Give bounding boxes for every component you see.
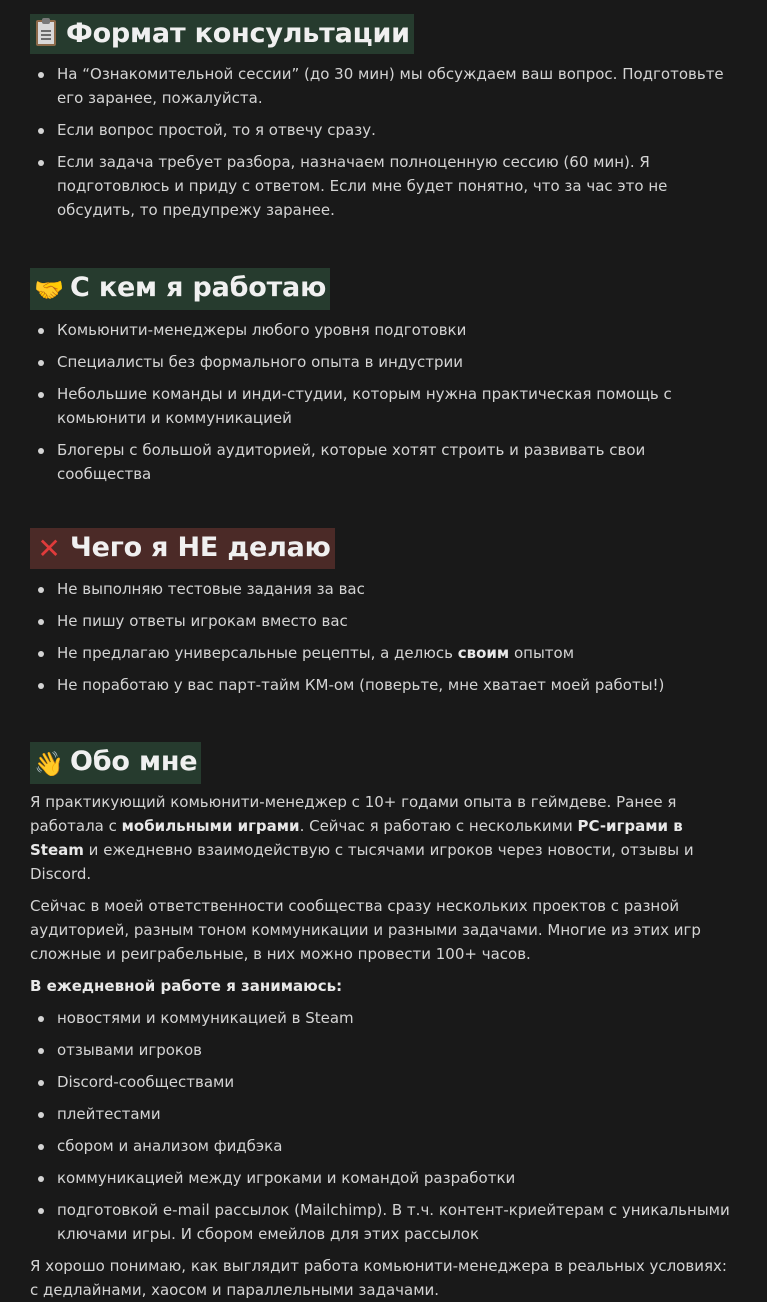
list-item: Небольшие команды и инди-студии, которым нужна практическая помощь с комьюнити и коммуникацией (57, 382, 737, 430)
who-list (30, 318, 737, 486)
daily-heading-text: В ежедневной работе я занимаюсь: (30, 977, 343, 995)
not-do-section (30, 528, 737, 697)
format-title: Формат консультации (66, 18, 410, 49)
text: и ежедневно взаимодействую с тысячами игроков через новости, отзывы и Discord. (30, 841, 694, 883)
list-item: отзывами игроков (57, 1038, 737, 1062)
emphasis: мобильными играми (121, 817, 300, 835)
who-heading (30, 268, 330, 310)
who-title: С кем я работаю (70, 272, 327, 303)
list-item: сбором и анализом фидбэка (57, 1134, 737, 1158)
list-item: Discord-сообществами (57, 1070, 737, 1094)
waving-hand-icon: 👋 (34, 750, 64, 778)
list-item: Если вопрос простой, то я отвечу сразу. (57, 118, 737, 142)
item-text: Не предлагаю универсальные рецепты, а делюсь (57, 644, 458, 662)
clipboard-icon (36, 20, 56, 46)
list-item: Комьюнити-менеджеры любого уровня подготовки (57, 318, 737, 342)
list-item: коммуникацией между игроками и командой разработки (57, 1166, 737, 1190)
not-do-list (30, 577, 737, 697)
list-item: Если задача требует разбора, назначаем полноценную сессию (60 мин). Я подготовлюсь и приду с ответом. Если мне будет понятно, что за час это не обсудить, то предупрежу заранее. (57, 150, 737, 222)
not-do-heading (30, 528, 335, 569)
format-heading (30, 14, 414, 54)
item-text: опытом (509, 644, 575, 662)
format-section (30, 14, 737, 222)
handshake-icon: 🤝 (34, 276, 64, 304)
text: . Сейчас я работаю с несколькими (299, 817, 578, 835)
not-do-title: Чего я НЕ делаю (70, 532, 331, 563)
list-item: Специалисты без формального опыта в индустрии (57, 350, 737, 374)
list-item: Не поработаю у вас парт-тайм КМ-ом (поверьте, мне хватает моей работы!) (57, 673, 737, 697)
about-paragraph-1 (30, 790, 737, 886)
who-section (30, 268, 737, 486)
closing-paragraph: Я хорошо понимаю, как выглядит работа комьюнити-менеджера в реальных условиях: с дедлайнами, хаосом и параллельными задачами. (30, 1257, 727, 1299)
about-section (30, 742, 737, 1302)
about-paragraph-2: Сейчас в моей ответственности сообщества сразу нескольких проектов с разной аудиторией, разным тоном коммуникации и разными задачами. Многие из этих игр сложные и реиграбельные, в них можно провести 100+ часов. (30, 897, 701, 963)
text: Я практикующий комьюнити-менеджер с 10+ годами опыта в геймдеве. Ранее я работала с (30, 793, 677, 835)
about-title: Обо мне (70, 746, 198, 777)
list-item: новостями и коммуникацией в Steam (57, 1006, 737, 1030)
list-item: Не пишу ответы игрокам вместо вас (57, 609, 737, 633)
emphasis: PC-играми в Steam (30, 817, 683, 859)
list-item (57, 641, 737, 665)
cross-mark-icon: ✕ (37, 532, 61, 565)
list-item: Блогеры с большой аудиторией, которые хотят строить и развивать свои сообщества (57, 438, 737, 486)
format-list (30, 62, 737, 222)
about-heading (30, 742, 201, 784)
list-item: На “Ознакомительной сессии” (до 30 мин) мы обсуждаем ваш вопрос. Подготовьте его заранее, пожалуйста. (57, 62, 737, 110)
daily-list (30, 1006, 737, 1246)
list-item: Не выполняю тестовые задания за вас (57, 577, 737, 601)
list-item: плейтестами (57, 1102, 737, 1126)
item-emphasis: своим (457, 644, 510, 662)
daily-heading (30, 974, 737, 998)
list-item: подготовкой e-mail рассылок (Mailchimp). В т.ч. контент-криейтерам с уникальными ключами игры. И сбором емейлов для этих рассылок (57, 1198, 737, 1246)
